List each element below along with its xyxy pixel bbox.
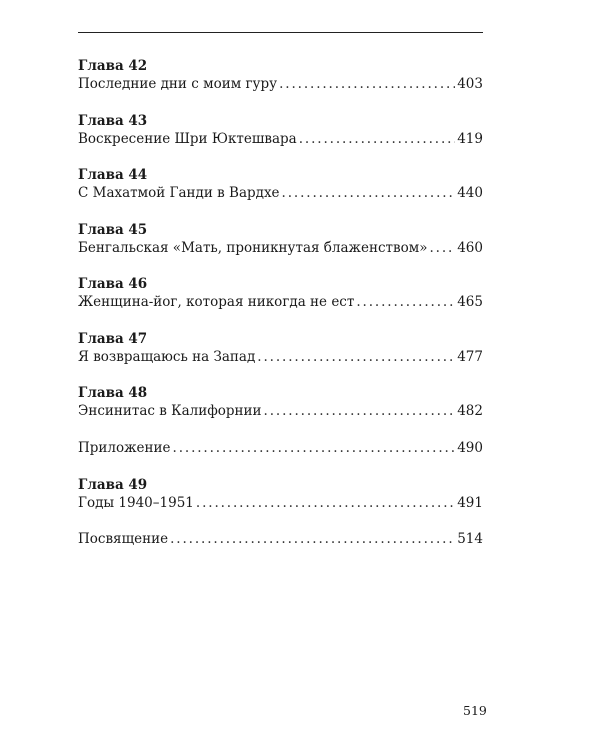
dot-leader bbox=[429, 239, 455, 258]
toc-title: Посвящение bbox=[78, 531, 169, 547]
toc-title: Воскресение Шри Юктешвара bbox=[78, 131, 297, 147]
page-number: 519 bbox=[463, 703, 487, 718]
toc-title: Последние дни с моим гуру bbox=[78, 76, 278, 92]
toc-page: 514 bbox=[457, 531, 483, 547]
dot-leader bbox=[356, 293, 455, 312]
chapter-heading: Глава 48 bbox=[78, 385, 148, 401]
chapter-heading: Глава 42 bbox=[78, 58, 148, 74]
chapter-heading: Глава 43 bbox=[78, 113, 148, 129]
table-of-contents bbox=[78, 57, 483, 549]
chapter-heading: Глава 45 bbox=[78, 222, 148, 238]
top-rule bbox=[78, 32, 483, 33]
chapter-heading: Глава 46 bbox=[78, 276, 148, 292]
toc-line[interactable] bbox=[78, 184, 483, 203]
toc-page: 403 bbox=[457, 76, 483, 92]
dot-leader bbox=[282, 184, 456, 203]
dot-leader bbox=[257, 348, 455, 367]
toc-title: Приложение bbox=[78, 440, 171, 456]
toc-page: 440 bbox=[457, 185, 483, 201]
dot-leader bbox=[196, 494, 455, 513]
toc-title: С Махатмой Ганди в Вардхе bbox=[78, 185, 280, 201]
toc-title: Бенгальская «Мать, проникнутая блаженством» bbox=[78, 240, 428, 256]
toc-line[interactable] bbox=[78, 402, 483, 421]
toc-entry-49 bbox=[78, 476, 483, 513]
toc-page: 460 bbox=[457, 240, 483, 256]
toc-line[interactable] bbox=[78, 130, 483, 149]
toc-title: Женщина-йог, которая никогда не ест bbox=[78, 294, 355, 310]
toc-page: 491 bbox=[457, 495, 483, 511]
toc-entry-48 bbox=[78, 384, 483, 421]
toc-entry-44 bbox=[78, 166, 483, 203]
toc-entry-appendix bbox=[78, 439, 483, 458]
toc-title: Годы 1940–1951 bbox=[78, 495, 194, 511]
dot-leader bbox=[264, 402, 456, 421]
toc-line[interactable] bbox=[78, 348, 483, 367]
toc-entry-42 bbox=[78, 57, 483, 94]
toc-line[interactable] bbox=[78, 530, 483, 549]
toc-entry-45 bbox=[78, 221, 483, 258]
chapter-heading: Глава 49 bbox=[78, 477, 148, 493]
toc-title: Энсинитас в Калифорнии bbox=[78, 403, 262, 419]
dot-leader bbox=[173, 439, 456, 458]
toc-line[interactable] bbox=[78, 75, 483, 94]
chapter-heading: Глава 47 bbox=[78, 331, 148, 347]
toc-entry-43 bbox=[78, 112, 483, 149]
toc-line[interactable] bbox=[78, 293, 483, 312]
dot-leader bbox=[299, 130, 455, 149]
toc-page: 465 bbox=[457, 294, 483, 310]
toc-page: 490 bbox=[457, 440, 483, 456]
toc-entry-47 bbox=[78, 330, 483, 367]
toc-line[interactable] bbox=[78, 439, 483, 458]
toc-page: 482 bbox=[457, 403, 483, 419]
toc-entry-46 bbox=[78, 275, 483, 312]
dot-leader bbox=[170, 530, 455, 549]
toc-page: 477 bbox=[457, 349, 483, 365]
dot-leader bbox=[279, 75, 455, 94]
toc-line[interactable] bbox=[78, 239, 483, 258]
chapter-heading: Глава 44 bbox=[78, 167, 148, 183]
toc-page: 419 bbox=[457, 131, 483, 147]
toc-title: Я возвращаюсь на Запад bbox=[78, 349, 256, 365]
toc-line[interactable] bbox=[78, 494, 483, 513]
toc-entry-dedication bbox=[78, 530, 483, 549]
